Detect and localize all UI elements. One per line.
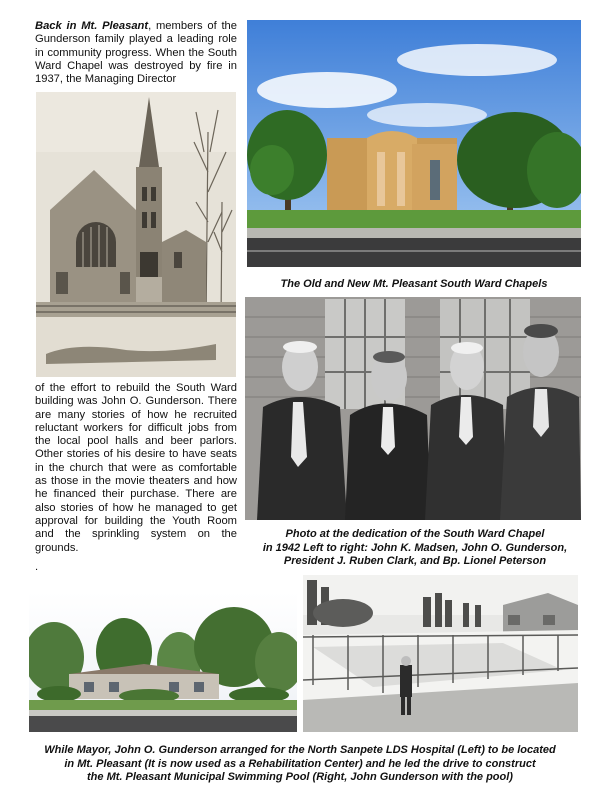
trailing-period: . [35,561,39,573]
dedication-caption-line1: Photo at the dedication of the South Ward Chapel [285,528,545,540]
bottom-caption [20,744,580,785]
continuation-paragraph: of the effort to rebuild the South Ward building was John O. Gunderson. There are many stories of how he recruited reluctant workers for difficult jobs from the local pool halls and beer parlors. Other stories of his desire to have seats in the church that were as comfortable as those in the movie theaters and how he financed their purchase. There are also stories of how he managed to get approval for building the Youth Room and the sprinkling system on the grounds. [35,382,237,554]
chapels-caption: The Old and New Mt. Pleasant South Ward Chapels [280,278,548,290]
intro-text: , members of the Gunderson family played a leading role in community progress. When the South Ward Chapel was destroyed by fire in 1937, the Managing Director [35,20,237,86]
dedication-caption-line3: President J. Ruben Clark, and Bp. Lionel Peterson [283,555,547,567]
intro-lead: Back in Mt. Pleasant [35,20,149,32]
intro-paragraph [35,20,237,86]
new-chapel-photo [247,20,581,267]
pool-photo [303,575,578,732]
old-chapel-photo [36,92,236,377]
dedication-photo [245,297,581,520]
bottom-caption-line3: the Mt. Pleasant Municipal Swimming Pool (Right, John Gunderson with the pool) [87,771,513,783]
dedication-caption [245,528,585,569]
bottom-caption-line1: While Mayor, John O. Gunderson arranged for the North Sanpete LDS Hospital (Left) to be located [44,744,556,756]
dedication-caption-line2: in 1942 Left to right: John K. Madsen, John O. Gunderson, [262,541,568,554]
bottom-caption-line2: in Mt. Pleasant (It is now used as a Rehabilitation Center) and he led the drive to construct [64,757,536,770]
hospital-photo [29,592,297,732]
